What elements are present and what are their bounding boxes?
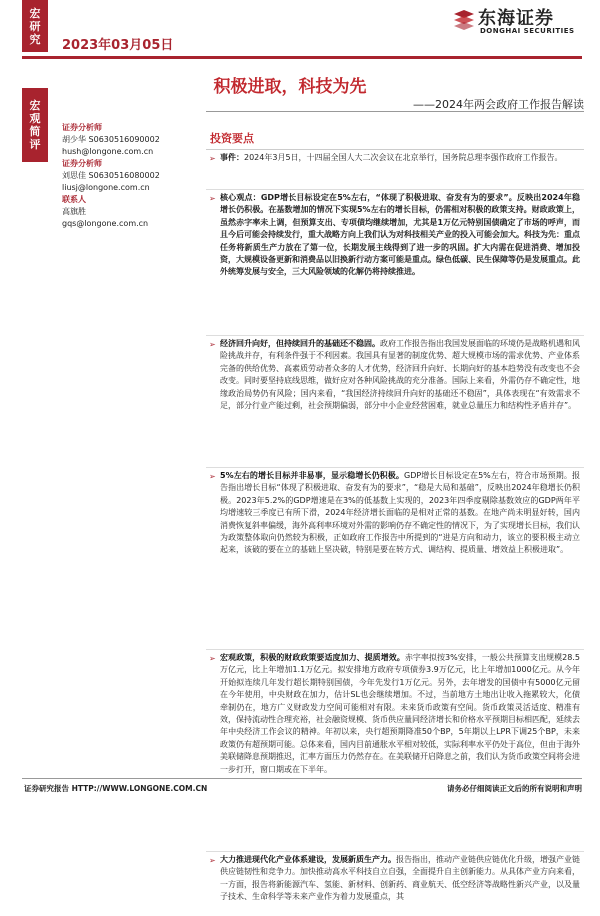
report-category-tag bbox=[22, 88, 48, 162]
bullet-body: GDP增长目标设定在5%左右，“体现了积极进取、奋发有为的要求”。反映出2024年稳增长仍积极。在基数增加的情况下实现5%左右的增长目标，仍需相对积极的政策支持。财政政策上，虽然赤字率未上调，但预算支出、专项债均继续增加，尤其是1万亿元特别国债确定了市场的呼声，而且今后可能会持续发行，重大战略方向上我们认为对科技相关产业的投入可能会加大。科技为先：重点任务将新质生产力放在了第一位，长期发展主线得到了进一步的巩固。扩大内需在促进消费、增加投资，大规模设备更新和消费品以旧换新行动方案可能是重点。绿色低碳、民生保障等仍是发展重点。此外统筹发展与安全，三大风险领域的化解仍将持续推进。 bbox=[220, 193, 581, 277]
analyst-email[interactable]: hush@longone.com.cn bbox=[62, 147, 154, 156]
analyst-block bbox=[62, 122, 197, 230]
analyst-name: 胡少华 bbox=[62, 135, 86, 144]
footer-website[interactable]: 证券研究报告 HTTP://WWW.LONGONE.COM.CN bbox=[24, 784, 208, 793]
analyst-role: 证券分析师 bbox=[62, 123, 102, 132]
analyst-name: 刘思佳 bbox=[62, 171, 86, 180]
bullet-text bbox=[220, 470, 580, 557]
report-category-char: 评 bbox=[29, 138, 41, 151]
bullet-core-view bbox=[206, 192, 584, 336]
bullet-economy bbox=[206, 338, 584, 468]
bullet-industry bbox=[206, 854, 584, 916]
report-type-char: 究 bbox=[29, 32, 41, 46]
company-logo bbox=[452, 4, 592, 44]
bullet-event bbox=[206, 152, 584, 190]
bullet-arrow-icon: ➢ bbox=[209, 472, 216, 481]
bullet-arrow-icon: ➢ bbox=[209, 154, 216, 163]
section-divider bbox=[206, 149, 584, 150]
bullet-lead: 经济回升向好，但持续回升的基础还不稳固。 bbox=[220, 339, 380, 348]
header-divider bbox=[22, 56, 582, 59]
bullet-text bbox=[220, 652, 580, 776]
report-type-char: 研 bbox=[29, 19, 41, 33]
bullet-arrow-icon: ➢ bbox=[209, 194, 216, 203]
report-category-char: 简 bbox=[29, 125, 41, 138]
bullet-text bbox=[220, 338, 580, 412]
bullet-body: 报告指出，推动产业链供应链优化升级，增强产业链供应链韧性和竞争力。加快推动高水平科技自立自强，全面提升自主创新能力。从具体产业方向来看，一方面，报告将新能源汽车、氢能、新材料、创新药、商业航天、低空经济等战略性新兴产业，以及量子技术、生命科学等未来产业作为着力发展重点，其 bbox=[220, 855, 580, 902]
contact-email[interactable]: gqs@longone.com.cn bbox=[62, 219, 149, 228]
analyst-name-id bbox=[62, 170, 197, 182]
report-type-tag bbox=[22, 0, 48, 52]
analyst-license-id: S0630516090002 bbox=[88, 135, 160, 144]
analyst-role: 证券分析师 bbox=[62, 159, 102, 168]
logo-chinese-name: 东海证券 bbox=[478, 8, 554, 29]
bullet-text bbox=[220, 854, 580, 904]
bullet-macro-policy bbox=[206, 652, 584, 852]
report-type-char: 宏 bbox=[29, 6, 41, 20]
bullet-arrow-icon: ➢ bbox=[209, 654, 216, 663]
footer-disclaimer: 请务必仔细阅读正文后的所有说明和声明 bbox=[447, 784, 582, 793]
report-category-char: 观 bbox=[29, 112, 41, 125]
bullet-lead: 事件： bbox=[220, 153, 244, 162]
contact-name: 高旗胜 bbox=[62, 207, 86, 216]
title-divider bbox=[206, 111, 584, 112]
logo-mark-icon bbox=[452, 8, 476, 32]
report-date: 2023年03月05日 bbox=[62, 38, 174, 53]
bullet-body: 2024年3月5日，十四届全国人大二次会议在北京举行，国务院总理李强作政府工作报告。 bbox=[244, 153, 563, 162]
bullet-growth-target bbox=[206, 470, 584, 650]
footer-divider bbox=[22, 778, 582, 779]
report-title: 积极进取，科技为先 bbox=[213, 77, 367, 97]
bullet-text bbox=[220, 192, 580, 279]
bullet-body: GDP增长目标设定在5%左右，符合市场预期。报告指出增长目标“体现了积极进取、奋发有为的要求”，“稳是大局和基础”，反映出2024年稳增长仍积极。2023年5.2%的GDP增速是在3%的低基数上实现的，2023年四季度剔除基数效应的GDP两年平均增速较三季度已有所下滑，2024年经济增长面临的是相对正常的基数。在地产尚未明显好转，国内消费恢复斜率偏缓，海外高利率环境对外需的影响仍存不确定性的情况下，为了实现增长目标，我们认为政策整体取向仍然较为积极，正如政府工作报告中所提到的“进是方向和动力，该立的要积极主动立起来，该破的要在立的基础上坚决破，特别是要在转方式、调结构、提质量、增效益上积极进取”。 bbox=[220, 471, 580, 555]
bullet-text bbox=[220, 152, 580, 164]
analyst-name-id bbox=[62, 134, 197, 146]
section-heading: 投资要点 bbox=[210, 132, 254, 145]
bullet-lead: 核心观点： bbox=[220, 193, 261, 202]
bullet-lead: 大力推进现代化产业体系建设，发展新质生产力。 bbox=[220, 855, 396, 864]
report-subtitle: ——2024年两会政府工作报告解读 bbox=[413, 98, 584, 111]
report-category-char: 宏 bbox=[29, 99, 41, 112]
contact-role: 联系人 bbox=[62, 195, 86, 204]
bullet-lead: 宏观政策，积极的财政政策要适度加力、提质增效。 bbox=[220, 653, 405, 662]
analyst-license-id: S0630516080002 bbox=[88, 171, 160, 180]
analyst-email[interactable]: liusj@longone.com.cn bbox=[62, 183, 150, 192]
bullet-body: 政府工作报告指出我国发展面临的环境仍是战略机遇和风险挑战并存，有利条件强于不利因素。我国具有显著的制度优势、超大规模市场的需求优势、产业体系完备的供给优势、高素质劳动者众多的人才优势，经济回升向好、长期向好的基本趋势没有改变也不会改变。同时要坚持底线思维，做好应对各种风险挑战的充分准备。国际上来看，外需仍存不确定性，地缘政治局势仍有风险；国内来看，“我国经济持续回升向好的基础还不稳固”，具体表现在“有效需求不足，部分行业产能过剩，社会预期偏弱，部分中小企业经营困难，就业总量压力和结构性矛盾并存”。 bbox=[220, 339, 580, 411]
bullet-arrow-icon: ➢ bbox=[209, 340, 216, 349]
bullet-lead: 5%左右的增长目标并非易事，显示稳增长仍积极。 bbox=[220, 471, 405, 480]
logo-english-name: DONGHAI SECURITIES bbox=[480, 27, 575, 35]
bullet-body: 赤字率拟按3%安排，一般公共预算支出规模28.5万亿元，比上年增加1.1万亿元。拟安排地方政府专项债券3.9万亿元，比上年增加1000亿元。从今年开始拟连续几年发行超长期特别国债，今年先发行1万亿元。另外，去年增发的国债中有5000亿元留在今年使用，中央财政在加力，估计SL也会继续增加。不过，当前地方土地出让收入拖累较大，化债牵制仍在，地方广义财政发力空间可能相对有限。未来货币政策有空间。货币政策灵活适度、精准有效，保持流动性合理充裕，社会融资规模、货币供应量同经济增长和价格水平预期目标相匹配，延续去年中央经济工作会议的精神。年初以来，央行超预期降准50个BP，5年期以上LPR下调25个BP，未来政策仍有超预期可能。总体来看，国内目前通胀水平相对较低，实际利率水平仍处于高位，但由于海外美联储降息预期推迟，汇率方面压力仍然存在。在美联储开启降息之前，我们认为货币政策空间将会进一步打开，窗口期或在下半年。 bbox=[220, 653, 580, 774]
bullet-arrow-icon: ➢ bbox=[209, 856, 216, 865]
